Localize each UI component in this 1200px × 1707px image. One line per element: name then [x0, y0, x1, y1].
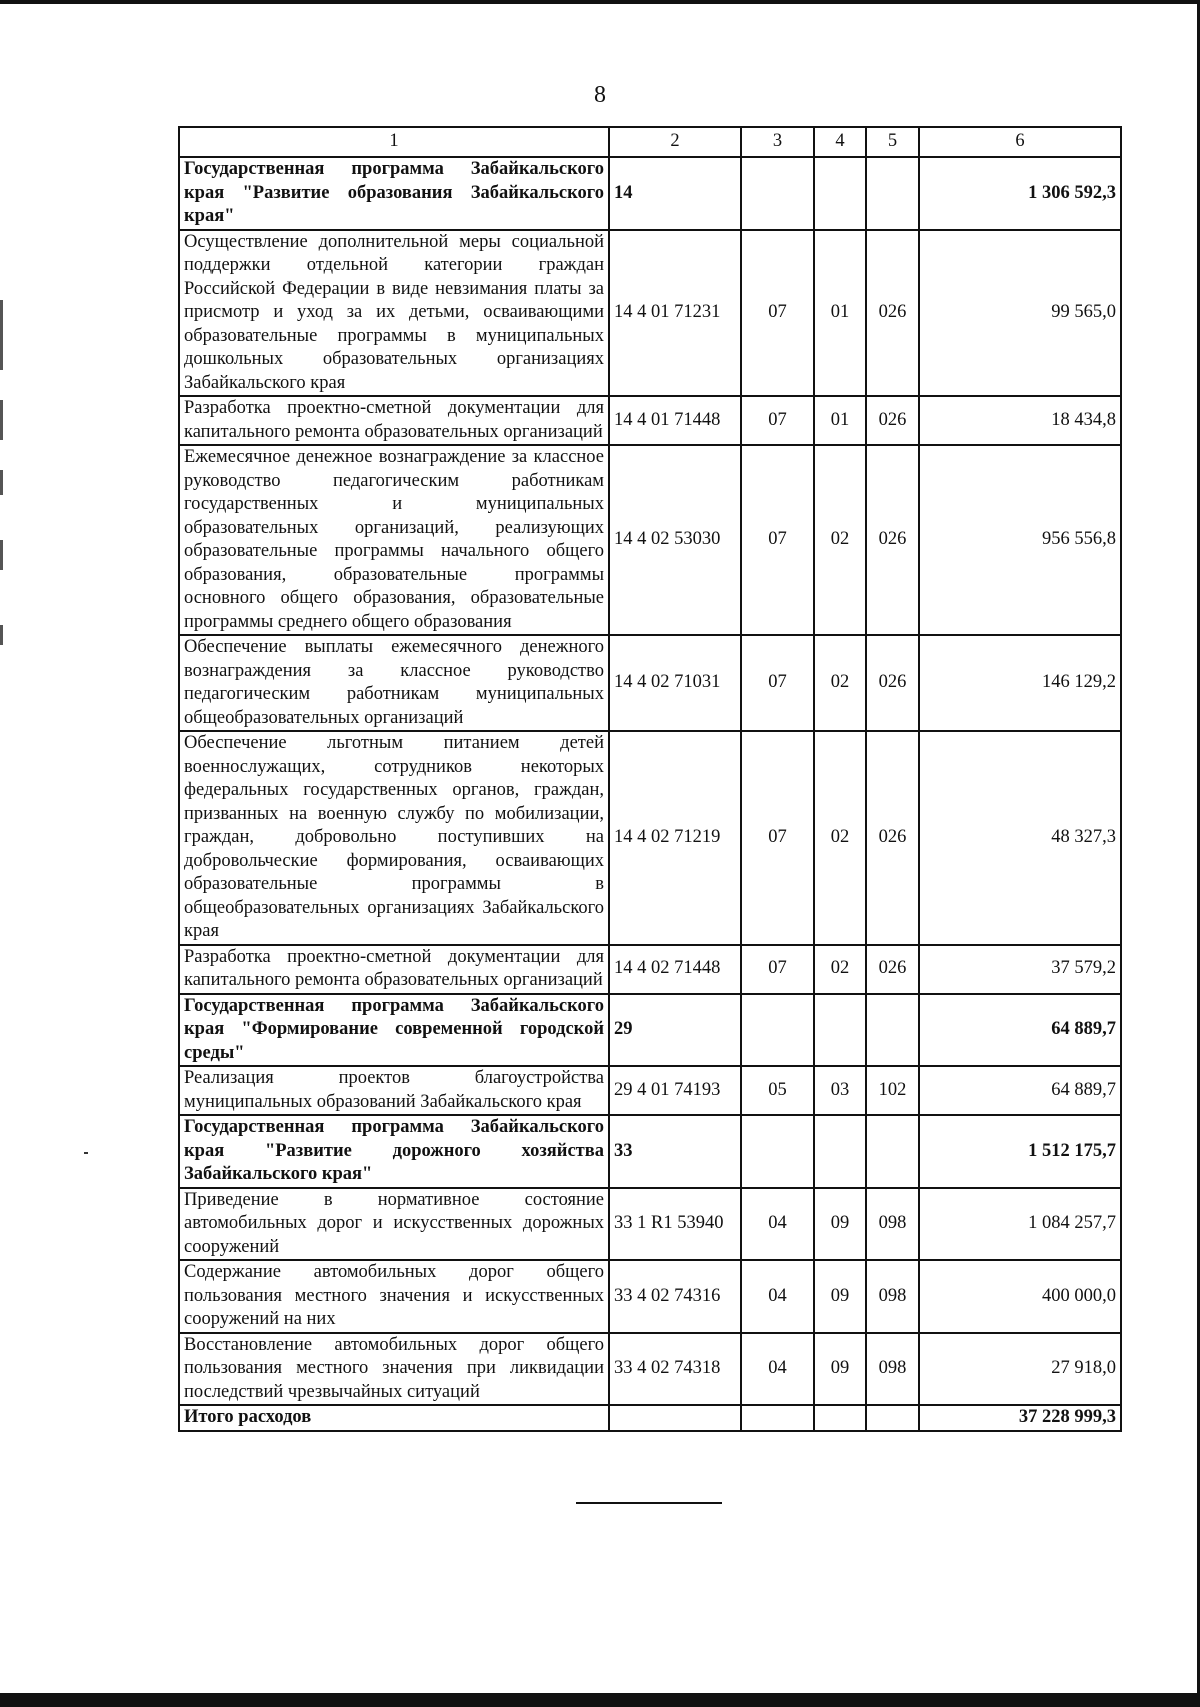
- scan-artifact: [84, 1152, 88, 1154]
- amount: 37 579,2: [919, 945, 1121, 994]
- program-row: [179, 994, 1121, 1067]
- section-code: 05: [741, 1066, 814, 1115]
- empty-cell: [741, 1405, 814, 1431]
- target-code: 33 4 02 74318: [609, 1333, 741, 1406]
- table-header: [179, 127, 1121, 157]
- header-row: [179, 127, 1121, 157]
- target-code: 14 4 02 71031: [609, 635, 741, 731]
- section-code: [741, 157, 814, 230]
- subsection-code: [814, 1115, 866, 1188]
- scan-artifact: [0, 540, 3, 570]
- section-code: 07: [741, 731, 814, 945]
- table-body: [179, 157, 1121, 1405]
- section-code: 04: [741, 1188, 814, 1261]
- subsection-code: 02: [814, 945, 866, 994]
- header-cell-1: 1: [179, 127, 609, 157]
- table-row: [179, 230, 1121, 397]
- target-code: 14 4 01 71231: [609, 230, 741, 397]
- target-code: 14 4 02 71448: [609, 945, 741, 994]
- table-row: [179, 1188, 1121, 1261]
- scan-artifact: [0, 400, 3, 440]
- administrator-code: 026: [866, 396, 919, 445]
- amount: 48 327,3: [919, 731, 1121, 945]
- subsection-code: [814, 157, 866, 230]
- administrator-code: 026: [866, 945, 919, 994]
- amount: 64 889,7: [919, 994, 1121, 1067]
- header-cell-5: 5: [866, 127, 919, 157]
- amount: 1 084 257,7: [919, 1188, 1121, 1261]
- subsection-code: 02: [814, 635, 866, 731]
- target-code: 14 4 02 71219: [609, 731, 741, 945]
- amount: 1 512 175,7: [919, 1115, 1121, 1188]
- amount: 18 434,8: [919, 396, 1121, 445]
- program-row: [179, 1115, 1121, 1188]
- page-number: 8: [594, 82, 606, 108]
- item-name: Обеспечение выплаты ежемесячного денежного вознаграждения за классное руководство педагогическим работникам муниципальных общеобразовательных организаций: [179, 635, 609, 731]
- scan-artifact: [0, 300, 3, 370]
- header-cell-3: 3: [741, 127, 814, 157]
- section-code: 04: [741, 1333, 814, 1406]
- amount: 64 889,7: [919, 1066, 1121, 1115]
- amount: 956 556,8: [919, 445, 1121, 635]
- administrator-code: 026: [866, 230, 919, 397]
- item-name: Восстановление автомобильных дорог общего пользования местного значения при ликвидации последствий чрезвычайных ситуаций: [179, 1333, 609, 1406]
- section-code: 07: [741, 230, 814, 397]
- section-code: 07: [741, 635, 814, 731]
- item-name: Разработка проектно-сметной документации для капитального ремонта образовательных организаций: [179, 945, 609, 994]
- section-code: [741, 994, 814, 1067]
- subsection-code: 09: [814, 1333, 866, 1406]
- item-name: Осуществление дополнительной меры социальной поддержки отдельной категории граждан Российской Федерации в виде невзимания платы за присмотр и уход за их детьми, осваивающими образовательные программы в муниципальных дошкольных образовательных организациях Забайкальского края: [179, 230, 609, 397]
- header-cell-2: 2: [609, 127, 741, 157]
- header-cell-4: 4: [814, 127, 866, 157]
- end-rule: [576, 1502, 722, 1504]
- administrator-code: 098: [866, 1188, 919, 1261]
- amount: 1 306 592,3: [919, 157, 1121, 230]
- administrator-code: [866, 994, 919, 1067]
- table-row: [179, 1333, 1121, 1406]
- table-row: [179, 445, 1121, 635]
- subsection-code: 03: [814, 1066, 866, 1115]
- empty-cell: [866, 1405, 919, 1431]
- scan-artifact: [0, 470, 3, 495]
- item-name: Содержание автомобильных дорог общего пользования местного значения и искусственных сооружений на них: [179, 1260, 609, 1333]
- amount: 99 565,0: [919, 230, 1121, 397]
- scan-artifact: [0, 625, 3, 645]
- table-row: [179, 731, 1121, 945]
- table-footer: [179, 1405, 1121, 1431]
- administrator-code: 098: [866, 1260, 919, 1333]
- section-code: 04: [741, 1260, 814, 1333]
- subsection-code: [814, 994, 866, 1067]
- empty-cell: [814, 1405, 866, 1431]
- item-name: Государственная программа Забайкальского края "Формирование современной городской среды": [179, 994, 609, 1067]
- target-code: 14 4 02 53030: [609, 445, 741, 635]
- total-label: Итого расходов: [179, 1405, 609, 1431]
- program-row: [179, 157, 1121, 230]
- administrator-code: 026: [866, 635, 919, 731]
- empty-cell: [609, 1405, 741, 1431]
- total-row: [179, 1405, 1121, 1431]
- scan-border-bottom: [0, 1693, 1200, 1707]
- subsection-code: 01: [814, 396, 866, 445]
- administrator-code: 026: [866, 445, 919, 635]
- table-row: [179, 945, 1121, 994]
- header-cell-6: 6: [919, 127, 1121, 157]
- administrator-code: [866, 1115, 919, 1188]
- target-code: 33 4 02 74316: [609, 1260, 741, 1333]
- target-code: 29 4 01 74193: [609, 1066, 741, 1115]
- amount: 27 918,0: [919, 1333, 1121, 1406]
- subsection-code: 02: [814, 445, 866, 635]
- subsection-code: 02: [814, 731, 866, 945]
- table-row: [179, 635, 1121, 731]
- total-amount: 37 228 999,3: [919, 1405, 1121, 1431]
- target-code: 14: [609, 157, 741, 230]
- section-code: 07: [741, 396, 814, 445]
- subsection-code: 01: [814, 230, 866, 397]
- item-name: Государственная программа Забайкальского края "Развитие дорожного хозяйства Забайкальского края": [179, 1115, 609, 1188]
- section-code: 07: [741, 445, 814, 635]
- amount: 400 000,0: [919, 1260, 1121, 1333]
- budget-table: [178, 126, 1122, 1432]
- item-name: Обеспечение льготным питанием детей военнослужащих, сотрудников некоторых федеральных государственных органов, граждан, призванных на военную службу по мобилизации, граждан, добровольно поступивших на добровольческие формирования, осваивающих образовательные программы в общеобразовательных организациях Забайкальского края: [179, 731, 609, 945]
- administrator-code: 102: [866, 1066, 919, 1115]
- table-row: [179, 396, 1121, 445]
- item-name: Ежемесячное денежное вознаграждение за классное руководство педагогическим работникам государственных и муниципальных образовательных организаций, реализующих образовательные программы начального общего образования, образовательные программы основного общего образования, образовательные программы среднего общего образования: [179, 445, 609, 635]
- amount: 146 129,2: [919, 635, 1121, 731]
- administrator-code: 098: [866, 1333, 919, 1406]
- item-name: Государственная программа Забайкальского края "Развитие образования Забайкальского края": [179, 157, 609, 230]
- administrator-code: [866, 157, 919, 230]
- section-code: [741, 1115, 814, 1188]
- item-name: Приведение в нормативное состояние автомобильных дорог и искусственных дорожных сооружений: [179, 1188, 609, 1261]
- target-code: 33: [609, 1115, 741, 1188]
- table-row: [179, 1066, 1121, 1115]
- subsection-code: 09: [814, 1188, 866, 1261]
- target-code: 33 1 R1 53940: [609, 1188, 741, 1261]
- target-code: 29: [609, 994, 741, 1067]
- subsection-code: 09: [814, 1260, 866, 1333]
- administrator-code: 026: [866, 731, 919, 945]
- item-name: Реализация проектов благоустройства муниципальных образований Забайкальского края: [179, 1066, 609, 1115]
- item-name: Разработка проектно-сметной документации для капитального ремонта образовательных организаций: [179, 396, 609, 445]
- section-code: 07: [741, 945, 814, 994]
- scan-border-top: [0, 0, 1200, 4]
- table-row: [179, 1260, 1121, 1333]
- target-code: 14 4 01 71448: [609, 396, 741, 445]
